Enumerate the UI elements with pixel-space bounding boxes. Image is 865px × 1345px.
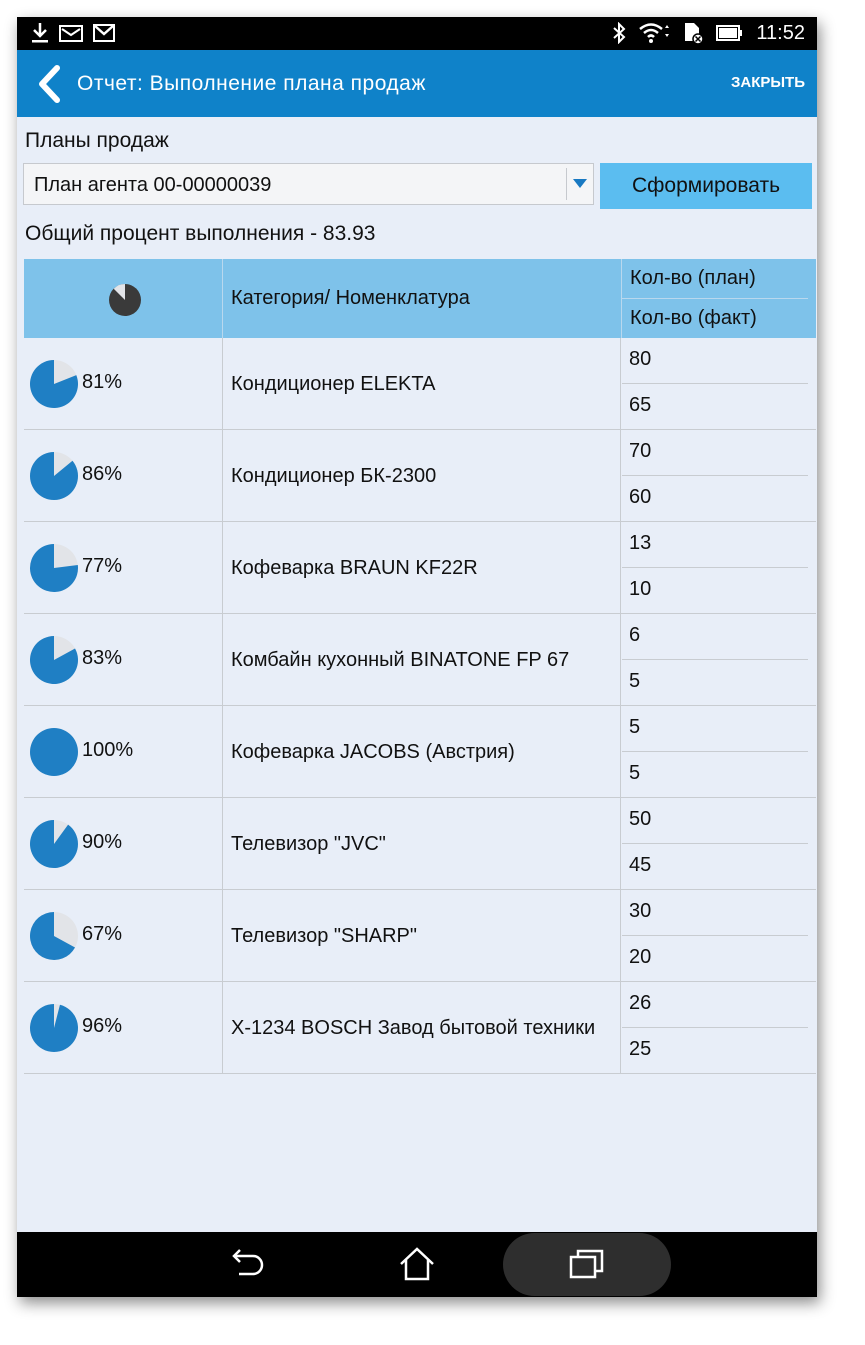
qty-plan-cell [622, 430, 808, 476]
battery-icon [716, 24, 744, 42]
qty-fact-value: 65 [629, 394, 652, 416]
table-row[interactable] [24, 890, 816, 982]
table-row[interactable] [24, 614, 816, 706]
qty-plan-cell [622, 522, 808, 568]
item-name: X-1234 BOSCH Завод бытовой техники [231, 1016, 596, 1039]
item-name: Телевизор "SHARP" [231, 924, 417, 947]
qty-fact-value: 25 [629, 1038, 652, 1060]
action-bar [17, 50, 817, 117]
qty-fact-cell [622, 752, 808, 797]
percent-cell [24, 614, 223, 705]
qty-plan-cell [622, 338, 808, 384]
qty-fact-cell [622, 660, 808, 705]
total-percent-text: Общий процент выполнения - 83.93 [25, 222, 376, 245]
status-bar [17, 17, 817, 50]
qty-plan-value: 70 [629, 440, 652, 462]
table-row[interactable] [24, 706, 816, 798]
percent-cell [24, 798, 223, 889]
qty-plan-value: 80 [629, 348, 652, 370]
qty-plan-cell [622, 614, 808, 660]
item-name: Комбайн кухонный BINATONE FP 67 [231, 648, 570, 671]
percent-cell [24, 890, 223, 981]
pie-filled-slice [30, 820, 78, 868]
item-name: Кондиционер БК-2300 [231, 464, 437, 487]
plan-select[interactable] [23, 163, 594, 205]
pie-chart-icon [108, 283, 142, 317]
home-icon[interactable] [397, 1244, 437, 1284]
progress-pie-icon [29, 543, 79, 593]
table-row[interactable] [24, 798, 816, 890]
qty-fact-value: 5 [629, 670, 641, 692]
percent-value: 96% [82, 1015, 123, 1037]
qty-fact-value: 60 [629, 486, 652, 508]
header-category [222, 259, 622, 338]
progress-pie-icon [29, 635, 79, 685]
qty-fact-cell [622, 476, 808, 521]
table-row[interactable] [24, 430, 816, 522]
item-name: Телевизор "JVC" [231, 832, 386, 855]
qty-plan-cell [622, 798, 808, 844]
percent-value: 81% [82, 371, 123, 393]
header-qty-plan [622, 259, 808, 299]
device-screen [17, 17, 817, 1297]
download-icon [31, 22, 49, 44]
close-button[interactable]: ЗАКРЫТЬ [730, 74, 805, 91]
header-qty-plan-label: Кол-во (план) [630, 267, 756, 289]
gmail-icon [93, 24, 115, 42]
table-row[interactable] [24, 522, 816, 614]
percent-value: 86% [82, 463, 123, 485]
table-row[interactable] [24, 982, 816, 1074]
report-table [24, 259, 816, 1074]
item-name: Кофеварка JACOBS (Австрия) [231, 740, 515, 763]
recent-apps-icon[interactable] [567, 1244, 607, 1284]
dropdown-arrow-icon[interactable] [573, 179, 587, 188]
qty-plan-cell [622, 982, 808, 1028]
qty-plan-cell [622, 706, 808, 752]
status-time: 11:52 [756, 21, 805, 44]
page-title: Отчет: Выполнение плана продаж [77, 72, 426, 95]
percent-value: 83% [82, 647, 123, 669]
item-name: Кондиционер ELEKTA [231, 372, 436, 395]
qty-plan-value: 50 [629, 808, 652, 830]
qty-fact-cell [622, 844, 808, 889]
header-qty-fact [622, 299, 808, 338]
category-cell [223, 706, 621, 797]
percent-cell [24, 982, 223, 1073]
percent-cell [24, 338, 223, 429]
progress-pie-icon [29, 819, 79, 869]
category-cell [223, 798, 621, 889]
qty-fact-value: 5 [629, 762, 641, 784]
progress-pie-icon [29, 359, 79, 409]
percent-value: 100% [82, 739, 134, 761]
generate-button[interactable]: Сформировать [600, 163, 812, 209]
header-pie-cell [24, 259, 222, 338]
pie-filled-slice [30, 728, 78, 776]
qty-plan-value: 13 [629, 532, 652, 554]
report-content [17, 117, 817, 1232]
chevron-left-icon[interactable] [35, 65, 67, 103]
progress-pie-icon [29, 911, 79, 961]
progress-pie-icon [29, 1003, 79, 1053]
item-name: Кофеварка BRAUN KF22R [231, 556, 478, 579]
select-divider [566, 168, 567, 200]
gallery-mail-icon [59, 23, 83, 43]
qty-fact-value: 45 [629, 854, 652, 876]
qty-plan-value: 30 [629, 900, 652, 922]
category-cell [223, 614, 621, 705]
percent-value: 67% [82, 923, 123, 945]
plan-select-value: План агента 00-00000039 [34, 174, 272, 196]
qty-fact-value: 20 [629, 946, 652, 968]
back-nav-icon[interactable] [227, 1244, 267, 1284]
category-cell [223, 890, 621, 981]
qty-fact-cell [622, 568, 808, 613]
navigation-bar [17, 1232, 817, 1297]
qty-plan-value: 6 [629, 624, 641, 646]
qty-fact-value: 10 [629, 578, 652, 600]
progress-pie-icon [29, 727, 79, 777]
table-row[interactable] [24, 338, 816, 430]
percent-cell [24, 522, 223, 613]
category-cell [223, 430, 621, 521]
percent-cell [24, 430, 223, 521]
percent-value: 77% [82, 555, 123, 577]
qty-plan-value: 26 [629, 992, 652, 1014]
qty-fact-cell [622, 384, 808, 429]
sim-card-icon [682, 21, 704, 45]
header-category-label: Категория/ Номенклатура [231, 287, 470, 309]
pie-filled-slice [30, 1004, 78, 1052]
qty-plan-value: 5 [629, 716, 641, 738]
table-header [24, 259, 816, 338]
qty-fact-cell [622, 1028, 808, 1073]
category-cell [223, 982, 621, 1073]
progress-pie-icon [29, 451, 79, 501]
header-qty-fact-label: Кол-во (факт) [630, 307, 757, 329]
qty-plan-cell [622, 890, 808, 936]
category-cell [223, 522, 621, 613]
percent-cell [24, 706, 223, 797]
qty-fact-cell [622, 936, 808, 981]
plans-label: Планы продаж [25, 129, 169, 152]
percent-value: 90% [82, 831, 123, 853]
bluetooth-icon [612, 22, 626, 44]
table-body [24, 338, 816, 1074]
wifi-icon [638, 22, 670, 44]
category-cell [223, 338, 621, 429]
